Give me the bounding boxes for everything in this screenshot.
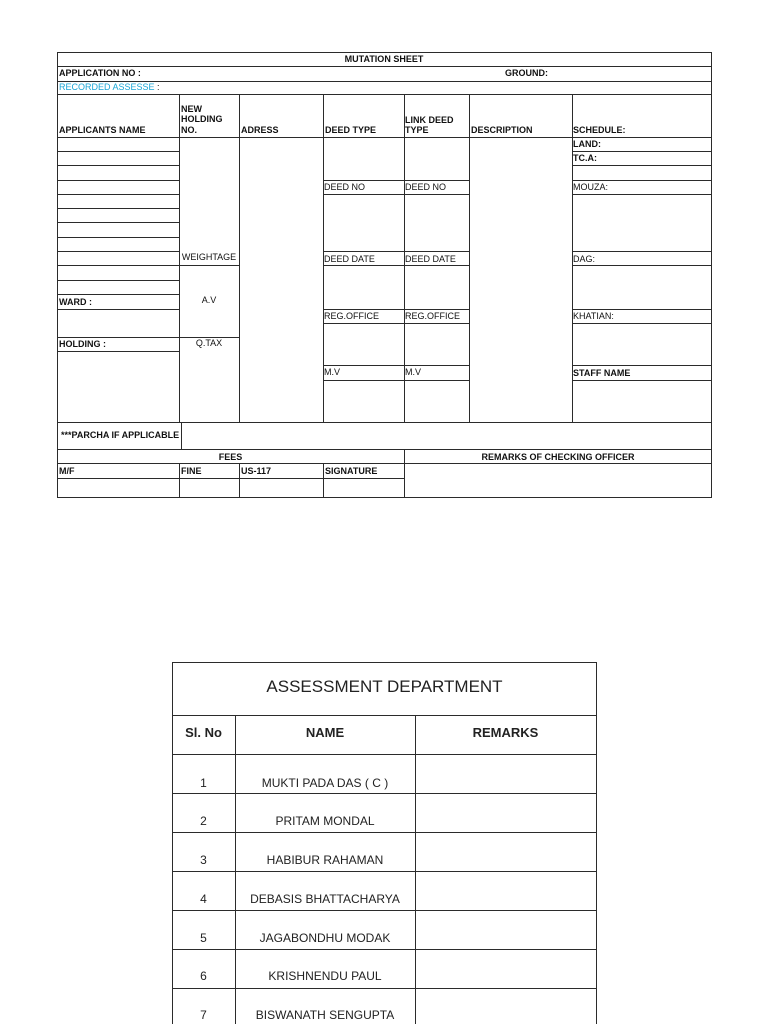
header-link-deed-2: TYPE [405, 125, 429, 135]
mv-label: M.V [324, 367, 341, 377]
header-schedule: SCHEDULE: [573, 125, 626, 135]
deed-date-label: DEED DATE [324, 254, 375, 264]
row-7-sl: 7 [200, 1008, 207, 1022]
header-new-holding-3: NO. [181, 125, 198, 135]
schedule-dag: DAG: [573, 254, 596, 264]
row-2-sl: 2 [200, 814, 207, 828]
fees-mf: M/F [59, 466, 75, 476]
header-description: DESCRIPTION [471, 125, 533, 135]
schedule-khatian: KHATIAN: [573, 311, 614, 321]
row-5-name: JAGABONDHU MODAK [259, 931, 391, 945]
header-new-holding-1: NEW [181, 104, 202, 114]
deed-no-label: DEED NO [324, 182, 366, 192]
link-mv-label: M.V [405, 367, 422, 377]
row-6-sl: 6 [200, 969, 207, 983]
fees-us117: US-117 [241, 466, 272, 476]
row-4-sl: 4 [200, 892, 207, 906]
qtax-label: Q.TAX [195, 338, 223, 348]
row-2-name: PRITAM MONDAL [275, 814, 375, 828]
link-reg-office-label: REG.OFFICE [405, 311, 461, 321]
header-applicants-name: APPLICANTS NAME [59, 125, 146, 135]
schedule-staff-name: STAFF NAME [573, 368, 631, 378]
link-deed-date-label: DEED DATE [405, 254, 456, 264]
ground-label: GROUND: [505, 68, 548, 78]
row-1-name: MUKTI PADA DAS ( C ) [261, 776, 389, 790]
application-no-label: APPLICATION NO : [59, 68, 141, 78]
schedule-mouza: MOUZA: [573, 182, 608, 192]
recorded-assesse-label: RECORDED ASSESSE : [59, 82, 160, 92]
header-link-deed-1: LINK DEED [405, 115, 454, 125]
header-sl-no: Sl. No [185, 725, 222, 740]
weightage-label: WEIGHTAGE [181, 252, 237, 262]
header-remarks: REMARKS [472, 725, 539, 740]
schedule-tca: TC.A: [573, 153, 597, 163]
header-name: NAME [305, 725, 345, 740]
row-4-name: DEBASIS BHATTACHARYA [250, 892, 400, 906]
fees-title: FEES [218, 452, 243, 462]
av-label: A.V [201, 295, 217, 305]
reg-office-label: REG.OFFICE [324, 311, 380, 321]
row-3-name: HABIBUR RAHAMAN [266, 853, 384, 867]
remarks-checking-officer: REMARKS OF CHECKING OFFICER [481, 452, 635, 462]
ward-label: WARD : [59, 297, 92, 307]
link-deed-no-label: DEED NO [405, 182, 447, 192]
row-1-sl: 1 [200, 776, 207, 790]
fees-signature: SIGNATURE [325, 466, 378, 476]
fees-fine: FINE [181, 466, 202, 476]
header-deed-type: DEED TYPE [325, 125, 377, 135]
row-3-sl: 3 [200, 853, 207, 867]
row-6-name: KRISHNENDU PAUL [268, 969, 382, 983]
holding-label: HOLDING : [59, 339, 106, 349]
header-new-holding-2: HOLDING [181, 114, 223, 124]
header-adress: ADRESS [241, 125, 279, 135]
row-5-sl: 5 [200, 931, 207, 945]
row-7-name: BISWANATH SENGUPTA [255, 1008, 395, 1022]
schedule-land: LAND: [573, 139, 601, 149]
sheet-title: MUTATION SHEET [344, 54, 424, 64]
assessment-title: ASSESSMENT DEPARTMENT [266, 677, 503, 696]
parcha-label: ***PARCHA IF APPLICABLE [61, 430, 180, 440]
